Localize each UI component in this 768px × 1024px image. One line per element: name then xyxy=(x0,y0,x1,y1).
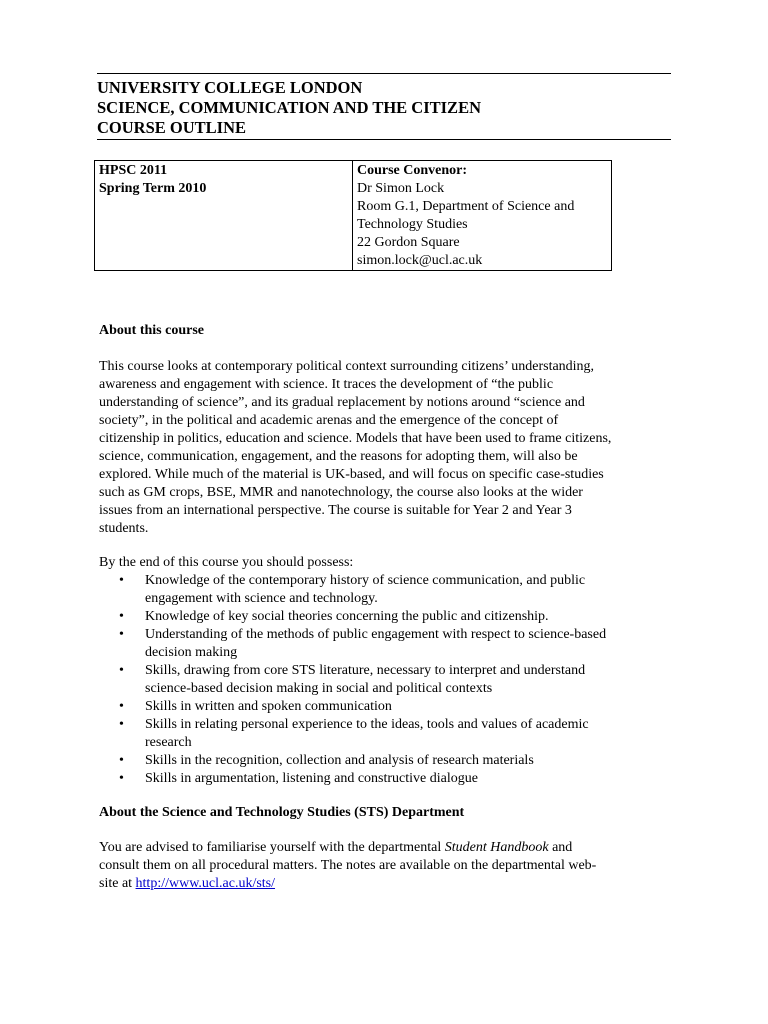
convenor-room-cont: Technology Studies xyxy=(357,217,468,232)
department-line-1-pre: You are advised to familiarise yourself with the departmental xyxy=(99,840,445,855)
course-code-cell xyxy=(95,161,353,271)
list-item xyxy=(99,608,671,626)
about-course-section xyxy=(99,322,671,340)
paragraph-line: citizenship in politics, education and science. Models that have been used to frame citizens, xyxy=(99,431,612,446)
bullet-icon: • xyxy=(119,663,124,678)
bullet-icon: • xyxy=(119,753,124,768)
paragraph-line: issues from an international perspective. The course is suitable for Year 2 and Year 3 xyxy=(99,503,572,518)
paragraph-line: such as GM crops, BSE, MMR and nanotechnology, the course also looks at the wider xyxy=(99,485,583,500)
list-item-line: Knowledge of key social theories concerning the public and citizenship. xyxy=(145,609,549,624)
list-item xyxy=(99,572,671,608)
list-item-line: Skills in argumentation, listening and constructive dialogue xyxy=(145,771,478,786)
outcomes-section xyxy=(99,554,671,788)
title-line-university: UNIVERSITY COLLEGE LONDON xyxy=(97,78,363,97)
paragraph-line: science, communication, engagement, and the reasons for adopting them, will also be xyxy=(99,449,578,464)
bullet-icon: • xyxy=(119,573,124,588)
course-info-table xyxy=(94,160,612,271)
convenor-room: Room G.1, Department of Science and xyxy=(357,199,575,214)
list-item-line: Skills in relating personal experience to the ideas, tools and values of academic xyxy=(145,717,589,732)
student-handbook-title: Student Handbook xyxy=(444,840,549,855)
list-item-line: Skills in the recognition, collection and analysis of research materials xyxy=(145,753,534,768)
paragraph-line: students. xyxy=(99,521,149,536)
list-item-line: Skills in written and spoken communication xyxy=(145,699,392,714)
list-item-line: research xyxy=(145,735,192,750)
bullet-icon: • xyxy=(119,771,124,786)
about-department-section xyxy=(99,804,671,822)
outcomes-list xyxy=(99,572,671,788)
department-line-3 xyxy=(99,875,671,893)
course-term: Spring Term 2010 xyxy=(99,181,207,196)
top-rule xyxy=(97,73,671,74)
list-item xyxy=(99,698,671,716)
bullet-icon: • xyxy=(119,717,124,732)
paragraph-line: understanding of science”, and its gradual replacement by notions around “science and xyxy=(99,395,585,410)
convenor-address: 22 Gordon Square xyxy=(357,235,460,250)
about-course-heading: About this course xyxy=(99,323,205,338)
convenor-label: Course Convenor: xyxy=(357,163,468,178)
convenor-name: Dr Simon Lock xyxy=(357,181,445,196)
list-item-line: Understanding of the methods of public engagement with respect to science-based xyxy=(145,627,607,642)
paragraph-line: explored. While much of the material is UK-based, and will focus on specific case-studies xyxy=(99,467,604,482)
bullet-icon: • xyxy=(119,627,124,642)
about-department-heading: About the Science and Technology Studies (STS) Department xyxy=(99,805,465,820)
title-bottom-rule xyxy=(97,139,671,140)
department-line-2: consult them on all procedural matters. The notes are available on the departmental web- xyxy=(99,858,597,873)
list-item xyxy=(99,662,671,698)
convenor-email: simon.lock@ucl.ac.uk xyxy=(357,253,483,268)
bullet-icon: • xyxy=(119,609,124,624)
sts-website-link[interactable]: http://www.ucl.ac.uk/sts/ xyxy=(135,876,276,891)
paragraph-line: awareness and engagement with science. It traces the development of “the public xyxy=(99,377,554,392)
list-item xyxy=(99,752,671,770)
outcomes-intro: By the end of this course you should possess: xyxy=(99,555,354,570)
course-code: HPSC 2011 xyxy=(99,163,168,178)
about-course-paragraph xyxy=(99,358,671,538)
department-line-1-post: and xyxy=(548,840,573,855)
document-title xyxy=(97,78,671,138)
paragraph-line: society”, in the political and academic arenas and the emergence of the concept of xyxy=(99,413,559,428)
bullet-icon: • xyxy=(119,699,124,714)
department-line-3-pre: site at xyxy=(99,876,136,891)
list-item-line: engagement with science and technology. xyxy=(145,591,378,606)
list-item-line: decision making xyxy=(145,645,238,660)
department-line-1 xyxy=(99,839,671,857)
list-item xyxy=(99,716,671,752)
list-item xyxy=(99,770,671,788)
list-item-line: science-based decision making in social and political contexts xyxy=(145,681,493,696)
about-department-paragraph xyxy=(99,839,671,893)
list-item xyxy=(99,626,671,662)
paragraph-line: This course looks at contemporary political context surrounding citizens’ understanding, xyxy=(99,359,595,374)
title-line-course-name: SCIENCE, COMMUNICATION AND THE CITIZEN xyxy=(97,98,481,117)
list-item-line: Knowledge of the contemporary history of science communication, and public xyxy=(145,573,586,588)
convenor-cell xyxy=(353,161,612,271)
list-item-line: Skills, drawing from core STS literature, necessary to interpret and understand xyxy=(145,663,586,678)
title-line-outline: COURSE OUTLINE xyxy=(97,118,246,137)
